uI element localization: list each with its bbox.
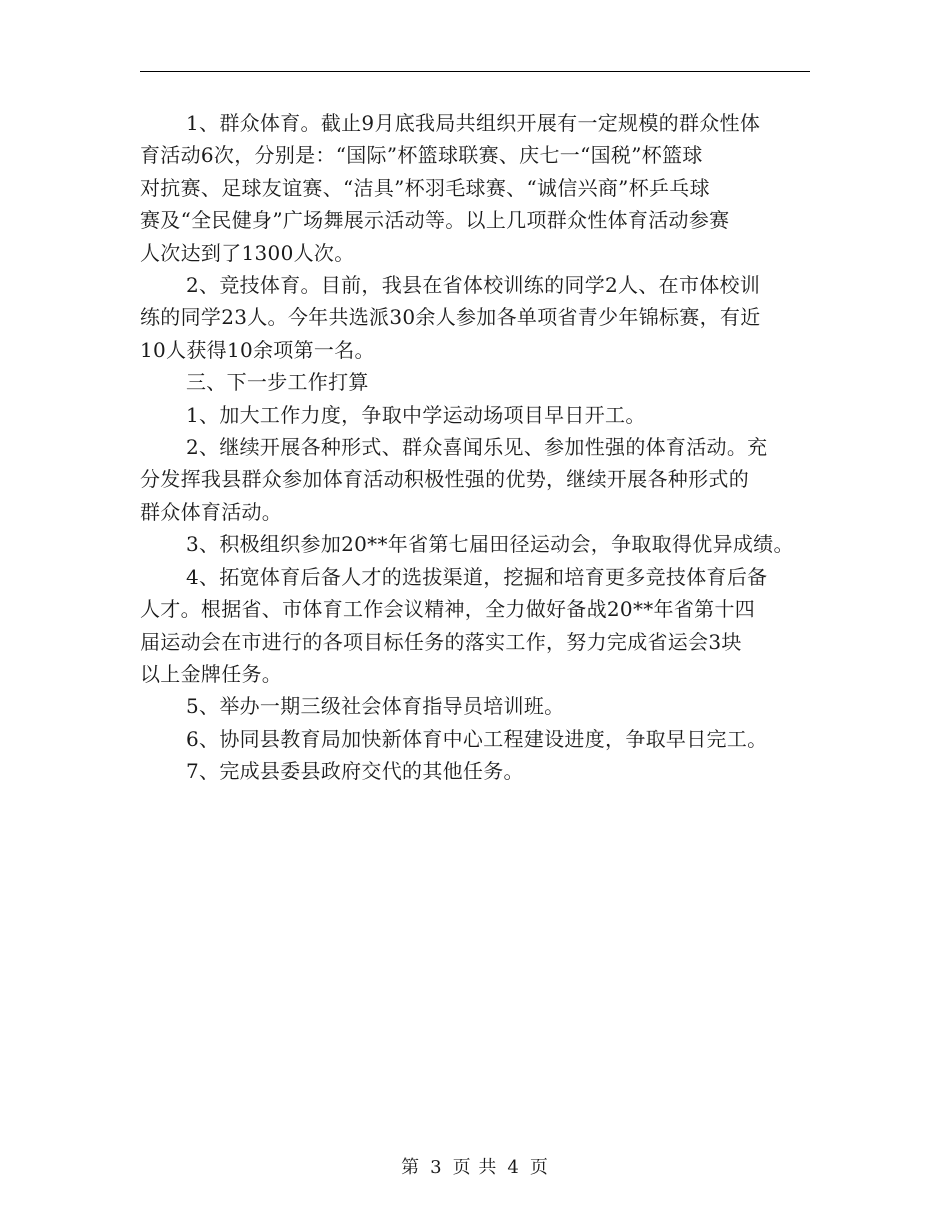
document-body (140, 107, 820, 788)
text-line: 人次达到了1300人次。 (140, 240, 355, 265)
text-line: 5、举办一期三级社会体育指导员培训班。 (186, 694, 565, 719)
paragraph-plan-5 (140, 690, 820, 722)
paragraph-mass-sports (140, 107, 820, 269)
text-line: 4、拓宽体育后备人才的选拔渠道，挖掘和培育更多竞技体育后备 (186, 564, 768, 589)
text-line: 赛及“全民健身”广场舞展示活动等。以上几项群众性体育活动参赛 (140, 208, 730, 233)
paragraph-competitive-sports (140, 269, 820, 366)
text-line: 2、竞技体育。目前，我县在省体校训练的同学2人、在市体校训 (186, 273, 761, 298)
text-line: 对抗赛、足球友谊赛、“洁具”杯羽毛球赛、“诚信兴商”杯乒乓球 (140, 175, 710, 200)
text-line: 1、加大工作力度，争取中学运动场项目早日开工。 (186, 402, 646, 427)
footer-total-pages: 4 (507, 1157, 520, 1178)
text-line: 6、协同县教育局加快新体育中心工程建设进度，争取早日完工。 (186, 726, 768, 751)
paragraph-plan-2 (140, 431, 820, 528)
text-line: 育活动6次，分别是：“国际”杯篮球联赛、庆七一“国税”杯篮球 (140, 143, 703, 168)
footer-middle: 页 共 (452, 1157, 498, 1178)
paragraph-plan-1 (140, 399, 820, 431)
text-line: 2、继续开展各种形式、群众喜闻乐见、参加性强的体育活动。充 (186, 435, 768, 460)
paragraph-plan-7 (140, 755, 820, 787)
paragraph-plan-4 (140, 561, 820, 691)
text-line: 7、完成县委县政府交代的其他任务。 (186, 759, 524, 784)
page-footer (0, 1153, 950, 1179)
text-line: 10人获得10余项第一名。 (140, 337, 375, 362)
text-line: 群众体育活动。 (140, 499, 283, 524)
text-line: 届运动会在市进行的各项目标任务的落实工作，努力完成省运会3块 (140, 629, 742, 654)
text-line: 人才。根据省、市体育工作会议精神，全力做好备战20**年省第十四 (140, 597, 756, 622)
section-heading-next-steps (140, 366, 820, 398)
text-line: 以上金牌任务。 (140, 661, 283, 686)
text-line: 3、积极组织参加20**年省第七届田径运动会，争取取得优异成绩。 (186, 532, 794, 557)
paragraph-plan-6 (140, 723, 820, 755)
text-line: 三、下一步工作打算 (186, 370, 369, 395)
header-rule (140, 71, 810, 72)
footer-prefix: 第 (401, 1157, 421, 1178)
footer-suffix: 页 (529, 1157, 549, 1178)
text-line: 分发挥我县群众参加体育活动积极性强的优势，继续开展各种形式的 (140, 467, 749, 492)
text-line: 练的同学23人。今年共选派30余人参加各单项省青少年锦标赛，有近 (140, 305, 761, 330)
paragraph-plan-3 (140, 528, 820, 560)
footer-current-page: 3 (430, 1157, 443, 1178)
text-line: 1、群众体育。截止9月底我局共组织开展有一定规模的群众性体 (186, 111, 761, 135)
